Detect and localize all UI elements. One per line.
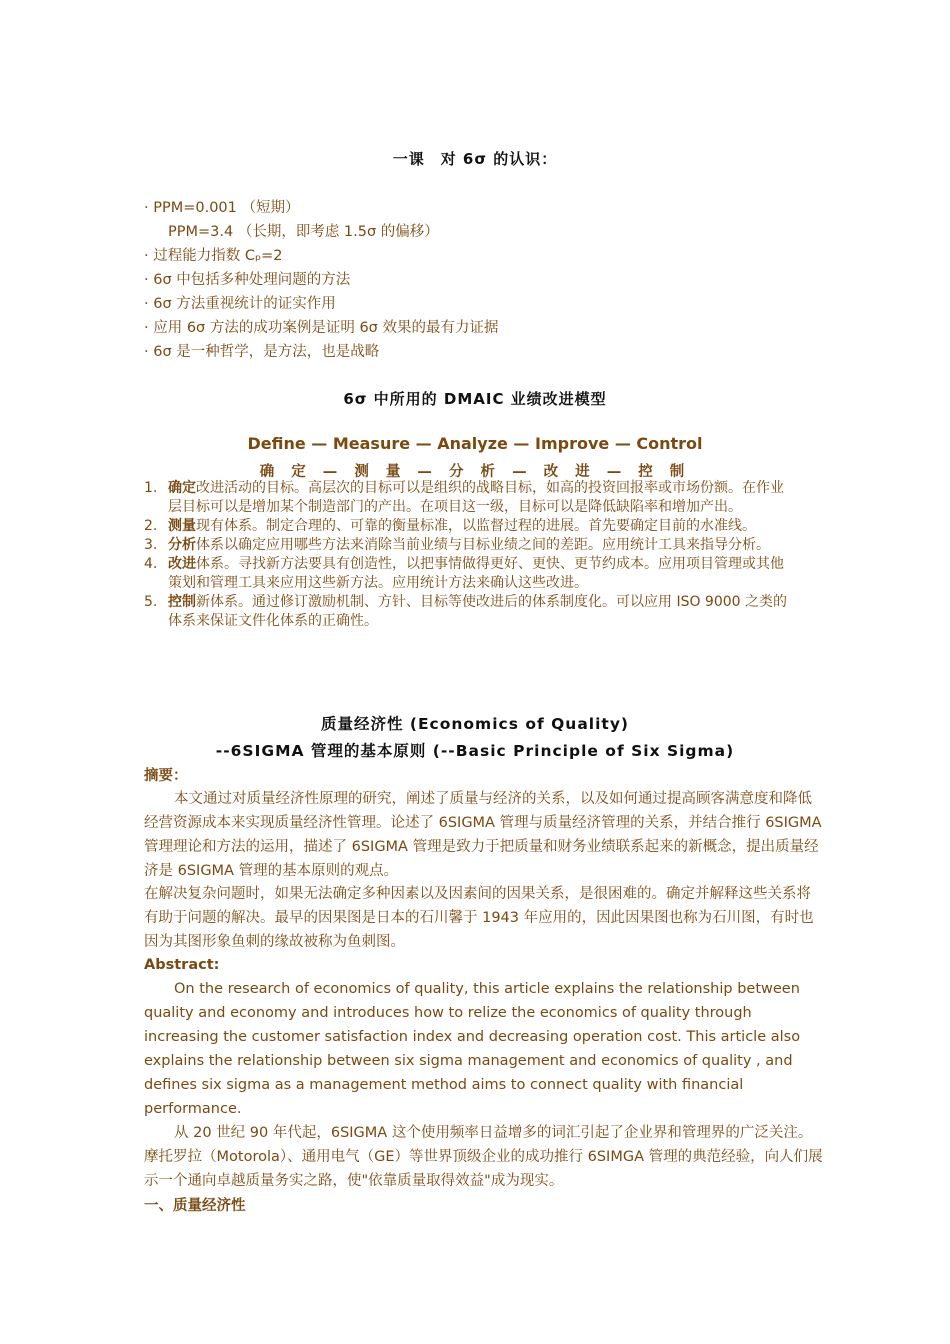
section-heading: 一、质量经济性 (144, 1198, 246, 1214)
list-item: PPM=3.4 （长期，即考虑 1.5σ 的偏移） (168, 224, 439, 240)
fishbone-paragraph: 在解决复杂问题时，如果无法确定多种因素以及因素间的因果关系，是很困难的。确定并解释这些关系将有助于问题的解决。最早的因果图是日本的石川馨于 1943 年应用的，因此因果图也称为石川图，有时也因为其图形象鱼刺的缘故被称为鱼刺图。 (144, 886, 814, 950)
dmaic-heading: 6σ 中所用的 DMAIC 业绩改进模型 (343, 390, 607, 408)
list-item: · 应用 6σ 方法的成功案例是证明 6σ 效果的最有力证据 (144, 320, 499, 336)
lesson-title: 一课 对 6σ 的认识： (392, 150, 558, 168)
step-number: 4. (144, 556, 158, 572)
list-item: · PPM=0.001 （短期） (144, 200, 300, 216)
summary-label: 摘要： (144, 768, 188, 784)
abstract-label: Abstract: (144, 957, 220, 973)
step-item (144, 593, 794, 631)
step-item (144, 555, 794, 593)
summary-paragraph: 本文通过对质量经济性原理的研究，阐述了质量与经济的关系，以及如何通过提高顾客满意度和降低经营资源成本来实现质量经济性管理。论述了 6SIGMA 管理与质量经济管理的关系，并结合推行 6SIGMA 管理理论和方法的运用，描述了 6SIGMA 管理是致力于把质量和财务业绩联系起来的新概念，提出质量经济是 6SIGMA 管理的基本原则的观点。 (144, 791, 822, 879)
step-number: 1. (144, 480, 158, 496)
step-text: 体系以确定应用哪些方法来消除当前业绩与目标业绩之间的差距。应用统计工具来指导分析。 (196, 537, 770, 553)
step-text: 现有体系。制定合理的、可靠的衡量标准，以监督过程的进展。首先要确定目前的水准线。 (196, 518, 756, 534)
list-item: · 过程能力指数 Cₚ=2 (144, 248, 283, 264)
step-keyword: 测量 (168, 518, 196, 534)
step-number: 3. (144, 537, 158, 553)
step-number: 2. (144, 518, 158, 534)
step-keyword: 确定 (168, 480, 196, 496)
step-text: 体系。寻找新方法要具有创造性，以把事情做得更好、更快、更节约成本。应用项目管理或其他策划和管理工具来应用这些新方法。应用统计方法来确认这些改进。 (168, 556, 784, 591)
step-item (144, 479, 794, 517)
step-keyword: 分析 (168, 537, 196, 553)
intro-paragraph: 从 20 世纪 90 年代起，6SIGMA 这个使用频率日益增多的词汇引起了企业界和管理界的广泛关注。摩托罗拉（Motorola）、通用电气（GE）等世界顶级企业的成功推行 6SIMGA 管理的典范经验，向人们展示一个通向卓越质量务实之路，使"依靠质量取得效益"成为现实。 (144, 1125, 823, 1189)
list-item: · 6σ 中包括多种处理问题的方法 (144, 272, 351, 288)
step-number: 5. (144, 594, 158, 610)
step-text: 改进活动的目标。高层次的目标可以是组织的战略目标，如高的投资回报率或市场份额。在作业层目标可以是增加某个制造部门的产出。在项目这一级，目标可以是降低缺陷率和增加产出。 (168, 480, 784, 515)
step-item (144, 517, 794, 536)
abstract-paragraph: On the research of economics of quality, this article explains the relationship between quality and economy and introduces how to relize the economics of quality through increasing the customer satisfaction index and decreasing operation cost. This article also explains the relationship between six sigma management and economics of quality , and defines six sigma as a management method aims to connect quality with financial performance. (144, 981, 801, 1117)
article-title: 质量经济性 (Economics of Quality) (320, 715, 630, 733)
dmaic-steps (144, 479, 794, 631)
step-text: 新体系。通过修订激励机制、方针、目标等使改进后的体系制度化。可以应用 ISO 9000 之类的体系来保证文件化体系的正确性。 (168, 594, 788, 629)
list-item: · 6σ 方法重视统计的证实作用 (144, 296, 336, 312)
step-keyword: 控制 (168, 594, 196, 610)
list-item: · 6σ 是一种哲学，是方法，也是战略 (144, 344, 380, 360)
article-subtitle: --6SIGMA 管理的基本原则 (--Basic Principle of Six Sigma) (215, 742, 735, 760)
dmaic-chinese: 确 定 — 测 量 — 分 析 — 改 进 — 控 制 (259, 464, 691, 480)
step-item (144, 536, 794, 555)
step-keyword: 改进 (168, 556, 196, 572)
bullet-list (144, 196, 844, 364)
dmaic-english: Define — Measure — Analyze — Improve — Control (247, 434, 703, 453)
